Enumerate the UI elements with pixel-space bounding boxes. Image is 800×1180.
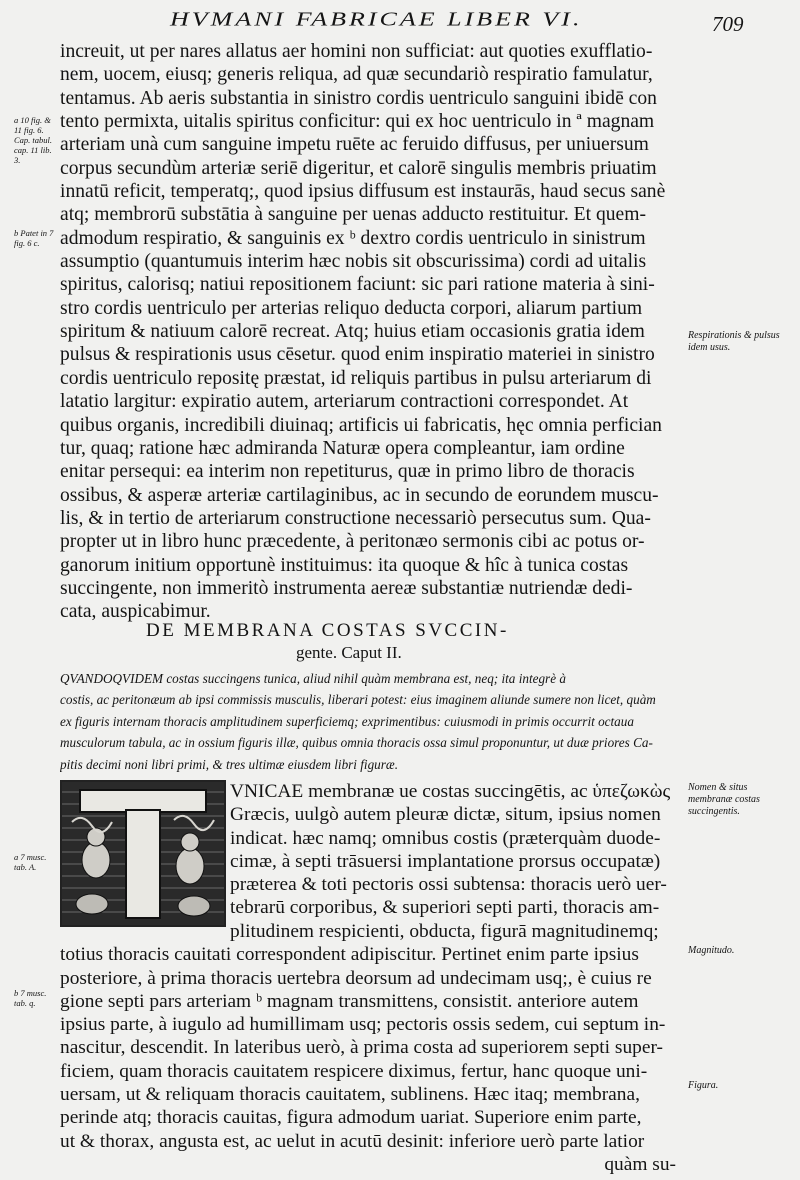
summary-line: ex figuris internam thoracis amplitudinem superficiemq; exprimentibus: cuiusmodi in primis occurrit octaua bbox=[60, 713, 634, 729]
text-line: ganorum initium opportunè instituimus: ita quoque & hîc à tunica costas bbox=[60, 554, 629, 576]
text-line: uersam, ut & reliquam thoracis cauitatem, sublinens. Hæc itaq; membrana, bbox=[60, 1084, 640, 1106]
text-line: lis, & in tertio de arteriarum constructione necessariò persecutus sum. Qua- bbox=[60, 507, 651, 529]
text-line: gione septi pars arteriam ᵇ magnam transmittens, consistit. anteriore autem bbox=[60, 990, 639, 1012]
text-line: Græcis, uulgò autem pleuræ dictæ, situm, ipsius nomen bbox=[230, 804, 661, 826]
chapter-title: DE MEMBRANA COSTAS SVCCIN- bbox=[146, 620, 509, 641]
margin-note-right-respiratio: Respirationis & pulsus idem usus. bbox=[688, 330, 780, 353]
paragraph-opening bbox=[230, 780, 686, 920]
text-line: tebrarū corporibus, & superiori septi parti, thoracis am- bbox=[230, 897, 660, 919]
text-line: nascitur, descendit. In lateribus uerò, à prima costa ad superiorem septi super- bbox=[60, 1037, 663, 1059]
text-line: tentamus. Ab aeris substantia in sinistro cordis uentriculo sanguini ibidē con bbox=[60, 87, 657, 109]
text-line: spiritum & natiuum calorē recreat. Atq; huius etiam occasionis gratia idem bbox=[60, 321, 645, 343]
margin-note-right-magnitudo: Magnitudo. bbox=[688, 945, 735, 956]
text-line: ipsius parte, à iugulo ad humillimam usq; pectoris ossis sedem, cui septum in- bbox=[60, 1014, 666, 1036]
summary-line: musculorum tabula, ac in ossium figuris illæ, quibus omnia thoracis ossa simul proponuntur, ut duæ priores Ca- bbox=[60, 735, 653, 751]
text-line: ossibus, & asperæ arteriæ cartilaginibus, ac in secundo de eorundem muscu- bbox=[60, 484, 659, 506]
chapter-summary bbox=[60, 668, 684, 775]
text-line: cata, auspicabimur. bbox=[60, 601, 211, 623]
text-line: præterea & toti pectoris ossi subtensa: thoracis uerò uer- bbox=[230, 874, 667, 896]
margin-note-left-d: b 7 musc. tab. q. bbox=[14, 988, 47, 1008]
page-number: 709 bbox=[712, 12, 744, 36]
margin-note-left-b: b Patet in 7 fig. 6 c. bbox=[14, 228, 54, 248]
text-line: nem, uocem, eiusq; generis reliqua, ad quæ secundariò respiratio famulatur, bbox=[60, 64, 653, 86]
text-line: admodum respiratio, & sanguinis ex ᵇ dextro cordis uentriculo in sinistrum bbox=[60, 227, 646, 249]
text-line: quibus organis, incredibili diuinaq; artificis ui fabricatis, hęc omnia perfician bbox=[60, 414, 662, 436]
text-line: innatū reficit, temperatq;, quod ipsius diffusum est instaurās, haud secus sanè bbox=[60, 181, 666, 203]
main-text bbox=[60, 40, 682, 624]
running-head: HVMANI FABRICAE LIBER VI. bbox=[170, 8, 583, 30]
text-line: tento permixta, uitalis spiritus conficitur: qui ex hoc uentriculo in ª magnam bbox=[60, 111, 655, 133]
text-line: atq; membrorū substātia à sanguine per uenas adducto restituitur. Et quem- bbox=[60, 204, 647, 226]
text-line: tur, quaq; ratione hæc admiranda Naturæ opera compleantur, iam ordine bbox=[60, 437, 625, 459]
margin-note-right-figura: Figura. bbox=[688, 1080, 719, 1091]
text-line: cordis uentriculo repositę præstat, id reliquis partibus in pulsu arteriarum di bbox=[60, 367, 652, 389]
text-line: assumptio (quantumuis interim hæc nobis sit obscurissima) cordi ad uitalis bbox=[60, 251, 647, 273]
text-line: succingente, non immeritò instrumenta aereæ substantiæ nutriendæ dedi- bbox=[60, 577, 633, 599]
text-line: enitar persequi: ea interim non repetiturus, quæ in primo libro de thoracis bbox=[60, 461, 635, 483]
text-line: spiritus, calorisq; natiui repositionem faciunt: sic pari ratione materia à sini- bbox=[60, 274, 655, 296]
woodcut-initial-icon bbox=[62, 782, 224, 925]
text-line: latatio largitur: expiratio autem, arteriarum contractioni correspondet. At bbox=[60, 391, 629, 413]
text-line: VNICAE membranæ ue costas succingētis, ac ὑπεζωκὼς bbox=[230, 781, 671, 802]
text-line: ficiem, quam thoracis cauitatem respicere diximus, fertur, hanc quoque uni- bbox=[60, 1060, 648, 1082]
summary-line: pitis decimi noni libri primi, & tres ultimæ eiusdem libri figuræ. bbox=[60, 756, 399, 772]
catchword: quàm su- bbox=[604, 1153, 676, 1175]
text-line: increuit, ut per nares allatus aer homini non sufficiat: aut quoties exufflatio- bbox=[60, 41, 653, 62]
text-line: indicat. hæc namq; omnibus costis (præterquàm duode- bbox=[230, 827, 661, 849]
margin-note-left-a: a 10 fig. & 11 fig. 6. Cap. tabul. cap. 11 lib. 3. bbox=[14, 115, 53, 165]
summary-line: costis, ac peritonæum ab ipsi commissis musculis, liberari potest: eius imaginem aliunde sumere non licet, quàm bbox=[60, 692, 656, 708]
summary-line: QVANDOQVIDEM costas succingens tunica, aliud nihil quàm membrana est, neq; ita integrè à bbox=[60, 671, 566, 686]
chapter-subtitle: gente. Caput II. bbox=[296, 643, 402, 662]
text-line: posteriore, à prima thoracis uertebra deorsum ad undecimam usq;, è cuius re bbox=[60, 967, 652, 989]
text-line: cimæ, à septi trāsuersi implantatione prorsus occupatæ) bbox=[230, 850, 661, 872]
text-line: ut & thorax, angusta est, ac uelut in acutū desinit: inferiore uerò parte latior bbox=[60, 1130, 645, 1152]
text-line: arteriam unà cum sanguine impetu ruēte ac feruido diffusus, per uniuersum bbox=[60, 134, 649, 156]
text-line: totius thoracis cauitati correspondent adipiscitur. Pertinet enim parte ipsius bbox=[60, 944, 639, 966]
margin-note-left-c: a 7 musc. tab. A. bbox=[14, 852, 47, 872]
text-line: pulsus & respirationis usus cēsetur. quod enim inspiratio materiei in sinistro bbox=[60, 344, 655, 366]
text-line: propter ut in libro hunc præcedente, à peritonæo sermonis cibi ac potus or- bbox=[60, 531, 645, 553]
paragraph-continued bbox=[60, 920, 686, 1176]
text-line: plitudinem respicienti, obducta, figurā magnitudinemq; bbox=[230, 921, 659, 942]
margin-note-right-nomen: Nomen & situs membranæ costas succingentis. bbox=[688, 782, 760, 817]
text-line: perinde atq; thoracis cauitas, figura admodum uariat. Superiore enim parte, bbox=[60, 1107, 642, 1129]
text-line: stro cordis uentriculo per arterias reliquo deducta corpori, aliarum partium bbox=[60, 297, 643, 319]
text-line: corpus secundùm arteriæ seriē digeritur, et calorē singulis membris priuatim bbox=[60, 157, 657, 179]
ornamental-initial bbox=[60, 780, 226, 927]
